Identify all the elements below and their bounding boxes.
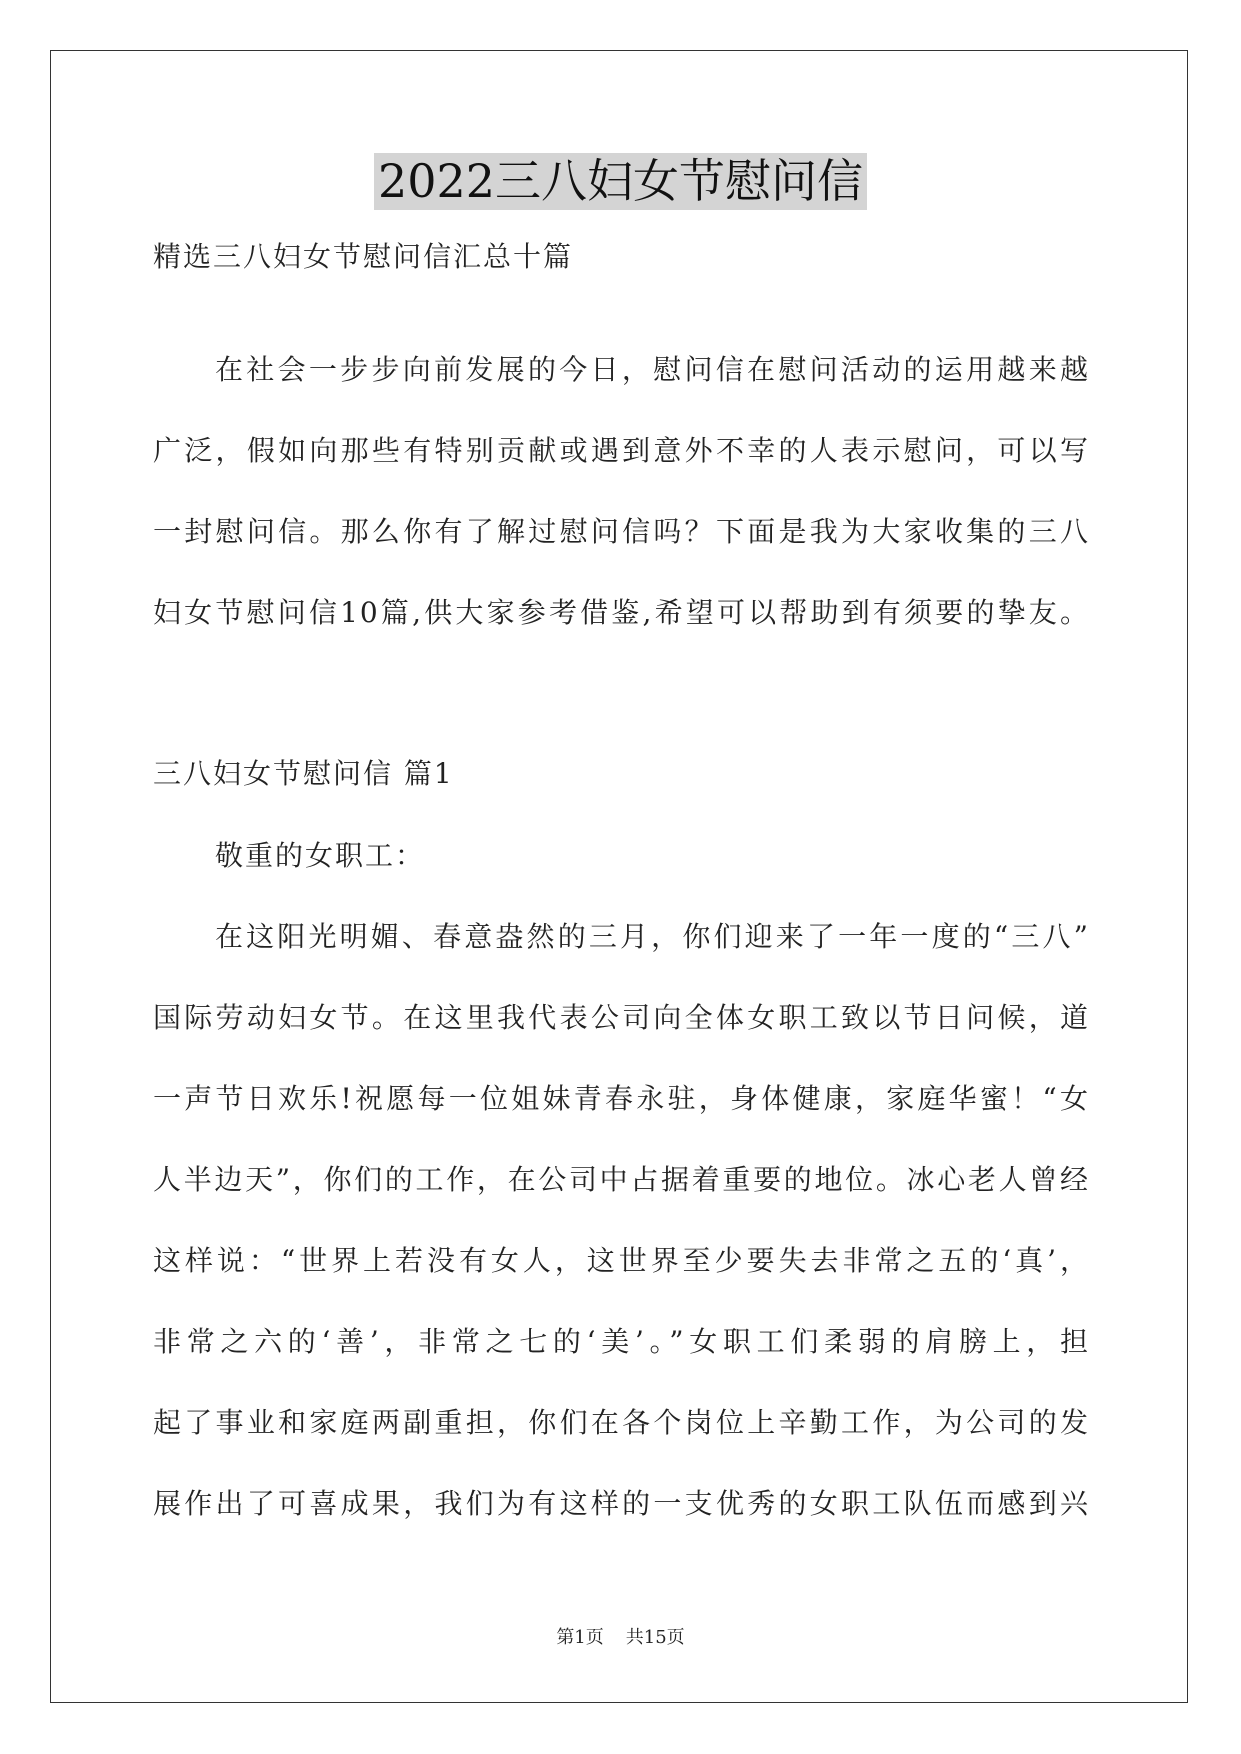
section-heading: 三八妇女节慰问信 篇1 — [153, 757, 454, 790]
page-total: 共15页 — [625, 1627, 685, 1648]
letter-body — [153, 815, 1090, 1544]
body-line: 一声节日欢乐!祝愿每一位姐妹青春永驻，身体健康，家庭华蜜！“女 — [153, 1082, 1090, 1115]
intro-paragraph — [153, 329, 1090, 653]
body-line: 这样说：“世界上若没有女人，这世界至少要失去非常之五的‘真’， — [153, 1244, 1090, 1277]
body-line: 国际劳动妇女节。在这里我代表公司向全体女职工致以节日问候，道 — [153, 1001, 1090, 1034]
body-line: 在这阳光明媚、春意盎然的三月，你们迎来了一年一度的“三八” — [215, 920, 1090, 953]
body-line: 非常之六的‘善’，非常之七的‘美’。”女职工们柔弱的肩膀上，担 — [153, 1325, 1090, 1358]
intro-line: 妇女节慰问信10篇,供大家参考借鉴,希望可以帮助到有须要的挚友。 — [153, 596, 1090, 629]
intro-line: 广泛，假如向那些有特别贡献或遇到意外不幸的人表示慰问，可以写 — [153, 434, 1090, 467]
document-title: 2022三八妇女节慰问信 — [374, 153, 867, 210]
letter-greeting: 敬重的女职工： — [215, 839, 426, 872]
body-line: 人半边天”，你们的工作，在公司中占据着重要的地位。冰心老人曾经 — [153, 1163, 1090, 1196]
body-line: 起了事业和家庭两副重担，你们在各个岗位上辛勤工作，为公司的发 — [153, 1406, 1090, 1439]
body-line: 展作出了可喜成果，我们为有这样的一支优秀的女职工队伍而感到兴 — [153, 1487, 1090, 1520]
title-container — [0, 153, 1241, 210]
document-subtitle: 精选三八妇女节慰问信汇总十篇 — [153, 240, 574, 273]
intro-line: 在社会一步步向前发展的今日，慰问信在慰问活动的运用越来越 — [215, 353, 1090, 386]
page-footer — [0, 1626, 1241, 1650]
page-number: 第1页 — [556, 1627, 604, 1648]
intro-line: 一封慰问信。那么你有了解过慰问信吗？下面是我为大家收集的三八 — [153, 515, 1090, 548]
